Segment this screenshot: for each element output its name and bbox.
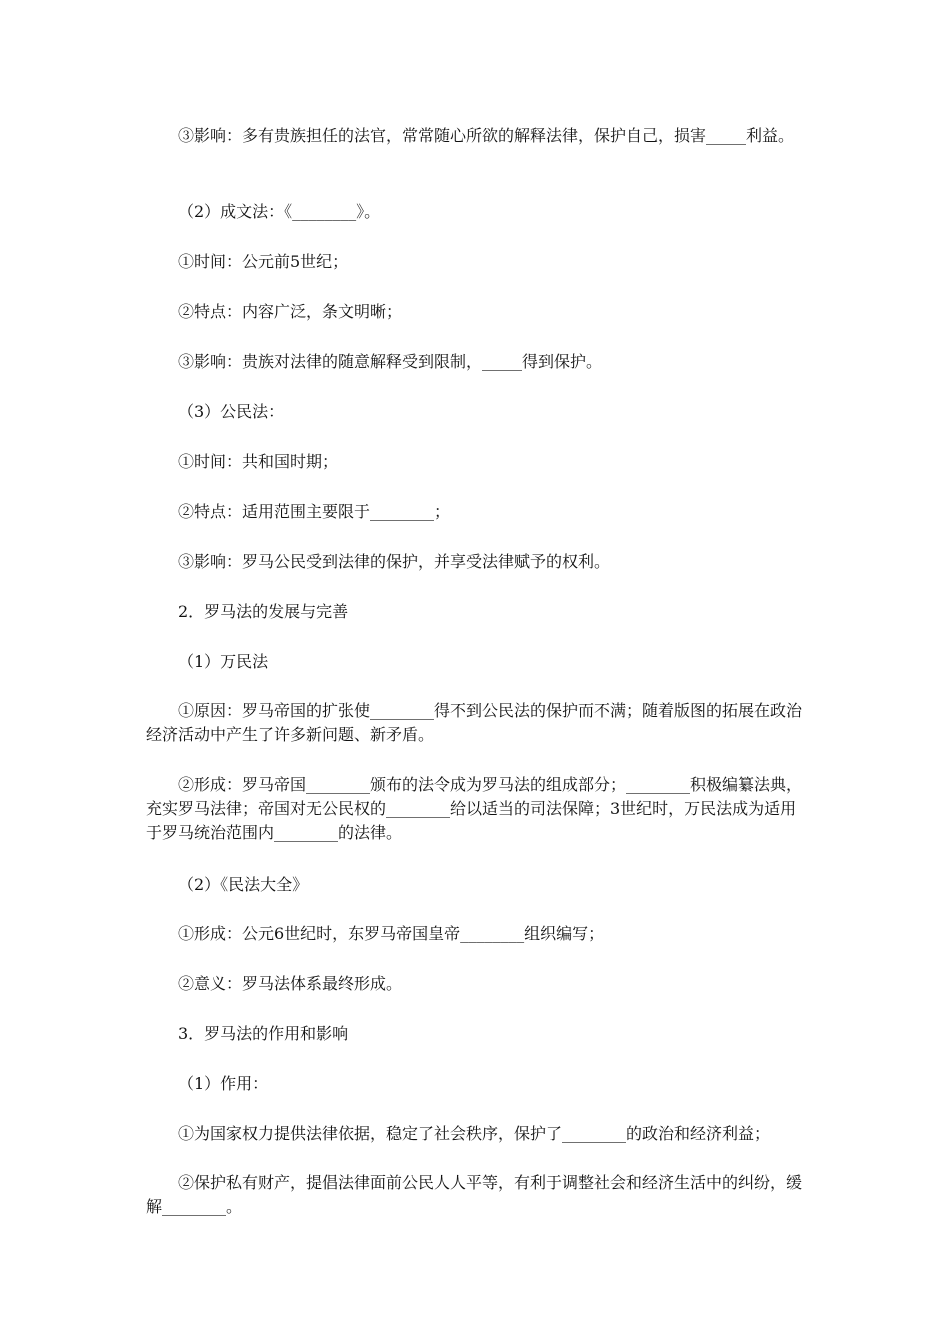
paragraph-corpus-formation: ①形成：公元6世纪时，东罗马帝国皇帝________组织编写； xyxy=(178,924,605,943)
paragraph-law-of-nations-cause: ①原因：罗马帝国的扩张使________得不到公民法的保护而不满；随着版图的拓展在政治经济活动中产生了许多新问题、新矛盾。 xyxy=(146,701,803,744)
heading-corpus-juris-civilis: （2）《民法大全》 xyxy=(178,875,309,894)
section-heading-development: 2．罗马法的发展与完善 xyxy=(178,602,349,621)
heading-civil-law: （3）公民法： xyxy=(178,402,285,421)
paragraph-civil-law-influence: ③影响：罗马公民受到法律的保护，并享受法律赋予的权利。 xyxy=(178,552,611,571)
section-heading-role-influence: 3．罗马法的作用和影响 xyxy=(178,1024,349,1043)
paragraph-civil-law-time: ①时间：共和国时期； xyxy=(178,452,339,471)
paragraph-influence-customary-law: ③影响：多有贵族担任的法官，常常随心所欲的解释法律，保护自己，损害_____利益。 xyxy=(178,126,795,145)
heading-law-of-nations: （1）万民法 xyxy=(178,652,269,671)
paragraph-written-law-influence: ③影响：贵族对法律的随意解释受到限制，_____得到保护。 xyxy=(178,352,603,371)
paragraph-corpus-significance: ②意义：罗马法体系最终形成。 xyxy=(178,974,403,993)
paragraph-written-law-time: ①时间：公元前5世纪； xyxy=(178,252,349,271)
paragraph-civil-law-feature: ②特点：适用范围主要限于________； xyxy=(178,502,451,521)
paragraph-role-2: ②保护私有财产，提倡法律面前公民人人平等，有利于调整社会和经济生活中的纠纷，缓解________。 xyxy=(146,1173,803,1216)
heading-role: （1）作用： xyxy=(178,1074,269,1093)
paragraph-role-1: ①为国家权力提供法律依据，稳定了社会秩序，保护了________的政治和经济利益； xyxy=(178,1124,771,1143)
heading-written-law: （2）成文法：《________》。 xyxy=(178,202,381,221)
paragraph-law-of-nations-formation: ②形成：罗马帝国________颁布的法令成为罗马法的组成部分；________积极编纂法典，充实罗马法律；帝国对无公民权的________给以适当的司法保障；3世纪时，万民法成为适用于罗马统治范围内________的法律。 xyxy=(146,775,803,842)
paragraph-written-law-feature: ②特点：内容广泛，条文明晰； xyxy=(178,302,403,321)
